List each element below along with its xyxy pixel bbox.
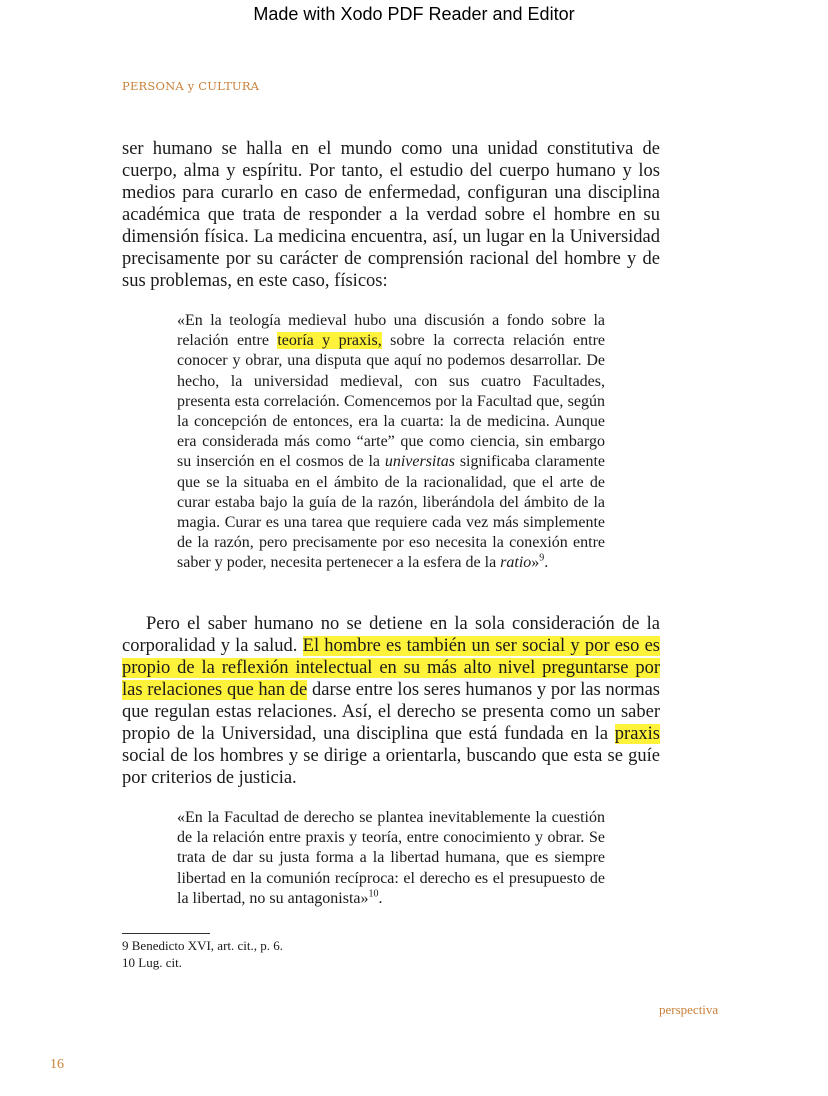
footer-mark: perspectiva xyxy=(659,1002,719,1017)
quote-text: . xyxy=(378,889,383,907)
quote-text: sobre la correcta relación entre conocer y obrar, una disputa que aquí no podemos desarrollar. De hecho, la universidad medieval, con sus cuatro Facultades, presenta esta correlación. Comencemos por la Facultad que, según la concepción de entonces, era la cuarta: la de medicina. Aunque era considerada más como “arte” que como ciencia, sin embargo su inserción en el cosmos de la xyxy=(177,332,605,471)
quote-text: » xyxy=(531,554,540,572)
quote-text: «En la teología medieval hubo una discusión a fondo sobre la relación entre xyxy=(177,312,605,350)
highlighted-text[interactable]: praxis xyxy=(614,724,660,744)
watermark-banner: Made with Xodo PDF Reader and Editor xyxy=(253,4,575,24)
block-quote-2 xyxy=(177,808,605,909)
page-number: 16 xyxy=(50,1057,64,1072)
highlighted-text[interactable]: El hombre es también un ser social y por eso es propio de la reflexión intelectual en su más alto nivel preguntarse por las relaciones que han de xyxy=(122,636,660,700)
quote-text: «En la Facultad de derecho se plantea inevitablemente la cuestión de la relación entre praxis y teoría, entre conocimiento y obrar. Se trata de dar su justa forma a la libertad humana, que es siempre libertad en la comunión recíproca: el derecho es el presupuesto de la libertad, no su antagonista» xyxy=(177,809,605,907)
body-paragraph-2 xyxy=(122,613,660,789)
paragraph-text: Pero el saber humano no se detiene en la sola consideración de la corporalidad y la salud. xyxy=(122,614,660,656)
block-quote-1 xyxy=(177,311,605,574)
italic-term: ratio xyxy=(500,554,532,572)
footnotes xyxy=(122,937,283,971)
footnote-ref[interactable]: 9 xyxy=(539,553,545,565)
footnote-divider xyxy=(122,933,210,934)
body-paragraph-1: ser humano se halla en el mundo como una unidad constitutiva de cuerpo, alma y espíritu. Por tanto, el estudio del cuerpo humano y los medios para curarlo en caso de enfermedad, configuran una disciplina académica que trata de responder a la verdad sobre el hombre en su dimensión física. La medicina encuentra, así, un lugar en la Universidad precisamente por su carácter de comprensión racional del hombre y de sus problemas, en este caso, físicos: xyxy=(122,139,660,291)
footnote-ref[interactable]: 10 xyxy=(368,888,379,900)
quote-text: significaba claramente que se la situaba en el ámbito de la racionalidad, que el arte de curar estaba bajo la guía de la razón, liberándola del ámbito de la magia. Curar es una tarea que requiere cada vez más simplemente de la razón, pero precisamente por eso necesita la conexión entre saber y poder, necesita pertenecer a la esfera de la xyxy=(177,453,606,572)
paragraph-text: darse entre los seres humanos y por las normas que regulan estas relaciones. Así, el derecho se presenta como un saber propio de la Universidad, una disciplina que está fundada en la xyxy=(122,680,660,744)
italic-term: universitas xyxy=(384,453,456,471)
footnote-item: 9 Benedicto XVI, art. cit., p. 6. xyxy=(122,938,284,953)
highlighted-text[interactable]: teoría y praxis, xyxy=(277,332,382,350)
running-head: PERSONA y CULTURA xyxy=(122,79,260,93)
paragraph-text: social de los hombres y se dirige a orientarla, buscando que esta se guíe por criterios de justicia. xyxy=(122,746,660,788)
quote-text: . xyxy=(544,554,549,572)
footnote-item: 10 Lug. cit. xyxy=(122,955,182,970)
